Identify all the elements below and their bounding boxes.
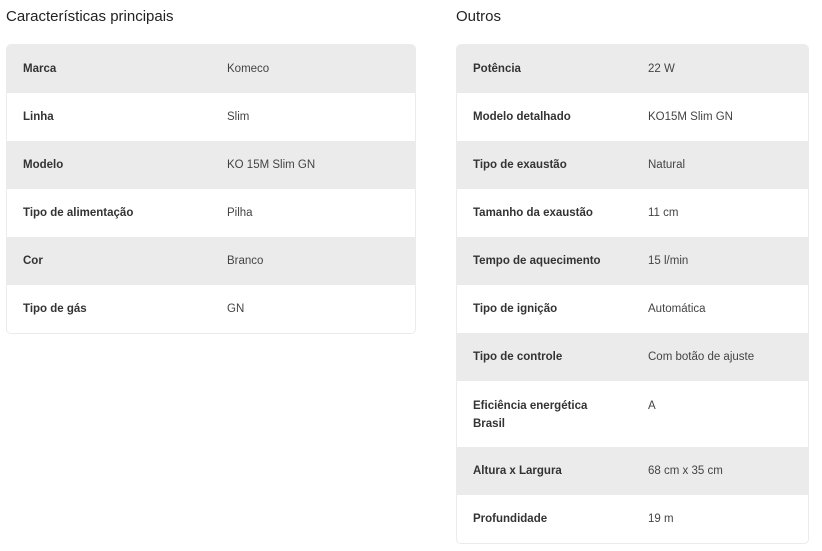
- spec-label: Marca: [23, 63, 57, 75]
- spec-value: 11 cm: [648, 207, 679, 219]
- spec-label: Tipo de gás: [23, 303, 87, 315]
- main-characteristics-table: [6, 44, 416, 334]
- spec-value: Komeco: [227, 63, 270, 75]
- spec-label: Tipo de controle: [473, 351, 563, 363]
- spec-label: Tempo de aquecimento: [473, 255, 601, 267]
- main-characteristics-section: [6, 0, 416, 334]
- spec-label: Tipo de alimentação: [23, 207, 134, 219]
- main-characteristics-title: Características principais: [6, 8, 174, 25]
- spec-row-tamanho-exaustao: [457, 189, 808, 237]
- spec-row-marca: [7, 45, 415, 93]
- spec-value: Branco: [227, 255, 264, 267]
- spec-value: Pilha: [227, 207, 253, 219]
- spec-value: Slim: [227, 111, 250, 123]
- spec-row-tempo-aquecimento: [457, 237, 808, 285]
- spec-row-linha: [7, 93, 415, 141]
- spec-row-tipo-gas: [7, 285, 415, 333]
- spec-label: Linha: [23, 111, 54, 123]
- spec-label: Tipo de ignição: [473, 303, 558, 315]
- spec-label: Potência: [473, 63, 521, 75]
- spec-value: KO15M Slim GN: [648, 111, 733, 123]
- spec-label: Cor: [23, 255, 43, 267]
- spec-row-altura-largura: [457, 447, 808, 495]
- spec-label: Tipo de exaustão: [473, 159, 567, 171]
- spec-row-profundidade: [457, 495, 808, 543]
- spec-value: Natural: [648, 159, 686, 171]
- spec-value: GN: [227, 303, 245, 315]
- spec-row-cor: [7, 237, 415, 285]
- other-characteristics-section: [456, 0, 809, 544]
- spec-value: 15 l/min: [648, 255, 689, 267]
- spec-value: 19 m: [648, 513, 674, 525]
- spec-row-potencia: [457, 45, 808, 93]
- spec-value: Com botão de ajuste: [648, 351, 755, 363]
- spec-row-tipo-controle: [457, 333, 808, 381]
- spec-label: Modelo: [23, 159, 64, 171]
- spec-label: Tamanho da exaustão: [473, 207, 593, 219]
- spec-label: Altura x Largura: [473, 465, 562, 477]
- spec-value: Automática: [648, 303, 706, 315]
- spec-value: 68 cm x 35 cm: [648, 465, 723, 477]
- spec-row-tipo-alimentacao: [7, 189, 415, 237]
- spec-row-eficiencia-energetica: [457, 381, 808, 447]
- spec-value: KO 15M Slim GN: [227, 159, 316, 171]
- spec-value: A: [648, 400, 656, 412]
- spec-row-tipo-ignicao: [457, 285, 808, 333]
- other-characteristics-table: [456, 44, 809, 544]
- spec-row-modelo-detalhado: [457, 93, 808, 141]
- spec-row-modelo: [7, 141, 415, 189]
- spec-row-tipo-exaustao: [457, 141, 808, 189]
- spec-label: Profundidade: [473, 513, 548, 525]
- spec-label: Eficiência energética Brasil: [473, 400, 588, 430]
- spec-label: Modelo detalhado: [473, 111, 571, 123]
- spec-value: 22 W: [648, 63, 675, 75]
- other-characteristics-title: Outros: [456, 8, 502, 25]
